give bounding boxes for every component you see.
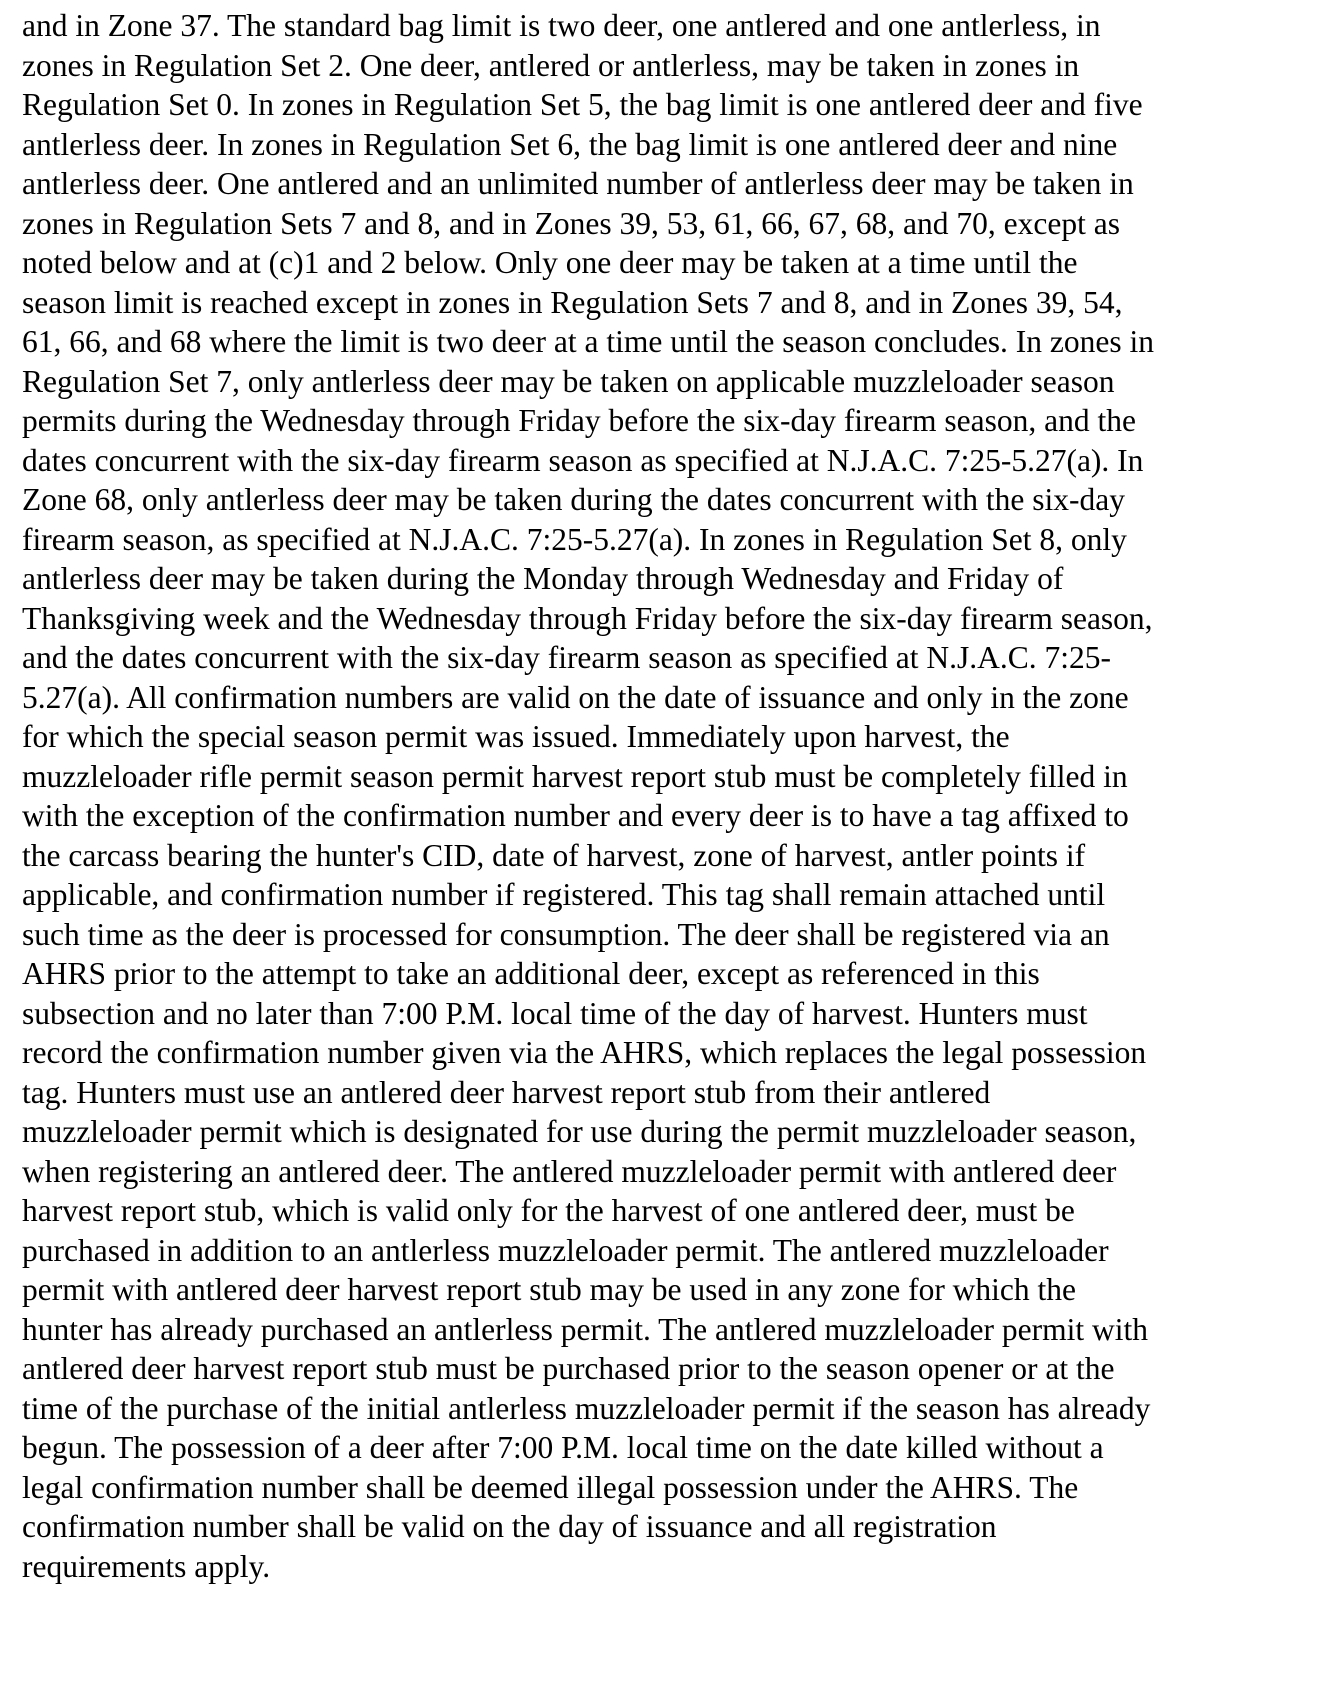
text-line: Regulation Set 0. In zones in Regulation Set 5, the bag limit is one antlered deer and five: [22, 87, 1143, 122]
text-line: when registering an antlered deer. The antlered muzzleloader permit with antlered deer: [22, 1153, 1117, 1189]
text-line: antlerless deer. In zones in Regulation Set 6, the bag limit is one antlered deer and nine: [22, 126, 1118, 162]
document-page: [22, 6, 1322, 1586]
text-line: AHRS prior to the attempt to take an additional deer, except as referenced in this: [22, 956, 1040, 991]
text-line: muzzleloader permit which is designated for use during the permit muzzleloader season,: [22, 1114, 1137, 1149]
text-line: and the dates concurrent with the six-day firearm season as specified at N.J.A.C. 7:25-: [22, 640, 1112, 675]
text-line: subsection and no later than 7:00 P.M. local time of the day of harvest. Hunters must: [22, 995, 1088, 1031]
text-line: hunter has already purchased an antlerless permit. The antlered muzzleloader permit with: [22, 1311, 1148, 1347]
text-line: season limit is reached except in zones in Regulation Sets 7 and 8, and in Zones 39, 54,: [22, 284, 1123, 320]
text-line: zones in Regulation Sets 7 and 8, and in Zones 39, 53, 61, 66, 67, 68, and 70, except as: [22, 205, 1120, 241]
text-line: and in Zone 37. The standard bag limit is two deer, one antlered and one antlerless, in: [22, 8, 1101, 43]
text-line: the carcass bearing the hunter's CID, date of harvest, zone of harvest, antler points if: [22, 837, 1086, 873]
text-line: permit with antlered deer harvest report stub may be used in any zone for which the: [22, 1272, 1077, 1307]
regulation-paragraph: [22, 6, 1322, 1586]
text-line: 61, 66, and 68 where the limit is two deer at a time until the season concludes. In zones in: [22, 324, 1154, 359]
text-line: legal confirmation number shall be deemed illegal possession under the AHRS. The: [22, 1469, 1079, 1505]
text-line: Thanksgiving week and the Wednesday through Friday before the six-day firearm season,: [22, 600, 1153, 636]
text-line: antlerless deer. One antlered and an unlimited number of antlerless deer may be taken in: [22, 166, 1134, 201]
text-line: confirmation number shall be valid on the day of issuance and all registration: [22, 1509, 997, 1544]
text-line: noted below and at (c)1 and 2 below. Only one deer may be taken at a time until the: [22, 245, 1078, 280]
text-line: such time as the deer is processed for consumption. The deer shall be registered via an: [22, 916, 1110, 952]
text-line: muzzleloader rifle permit season permit harvest report stub must be completely filled in: [22, 758, 1128, 794]
text-line: antlerless deer may be taken during the Monday through Wednesday and Friday of: [22, 561, 1064, 596]
text-line: 5.27(a). All confirmation numbers are valid on the date of issuance and only in the zone: [22, 679, 1129, 715]
text-line: applicable, and confirmation number if registered. This tag shall remain attached until: [22, 877, 1106, 912]
text-line: begun. The possession of a deer after 7:00 P.M. local time on the date killed without a: [22, 1430, 1104, 1465]
text-line: permits during the Wednesday through Friday before the six-day firearm season, and the: [22, 403, 1136, 438]
text-line: with the exception of the confirmation number and every deer is to have a tag affixed to: [22, 798, 1129, 833]
text-line: firearm season, as specified at N.J.A.C. 7:25-5.27(a). In zones in Regulation Set 8, only: [22, 521, 1127, 557]
text-line: requirements apply.: [22, 1548, 271, 1584]
text-line: purchased in addition to an antlerless muzzleloader permit. The antlered muzzleloader: [22, 1232, 1109, 1268]
text-line: zones in Regulation Set 2. One deer, antlered or antlerless, may be taken in zones in: [22, 47, 1080, 83]
text-line: for which the special season permit was issued. Immediately upon harvest, the: [22, 719, 1010, 754]
text-line: tag. Hunters must use an antlered deer harvest report stub from their antlered: [22, 1074, 991, 1110]
text-line: antlered deer harvest report stub must be purchased prior to the season opener or at the: [22, 1351, 1115, 1386]
text-line: time of the purchase of the initial antlerless muzzleloader permit if the season has already: [22, 1390, 1151, 1426]
text-line: Regulation Set 7, only antlerless deer may be taken on applicable muzzleloader season: [22, 363, 1115, 399]
text-line: record the confirmation number given via the AHRS, which replaces the legal possession: [22, 1035, 1147, 1070]
text-line: harvest report stub, which is valid only for the harvest of one antlered deer, must be: [22, 1193, 1075, 1228]
text-line: Zone 68, only antlerless deer may be taken during the dates concurrent with the six-day: [22, 482, 1126, 517]
text-line: dates concurrent with the six-day firearm season as specified at N.J.A.C. 7:25-5.27(a). In: [22, 442, 1144, 478]
